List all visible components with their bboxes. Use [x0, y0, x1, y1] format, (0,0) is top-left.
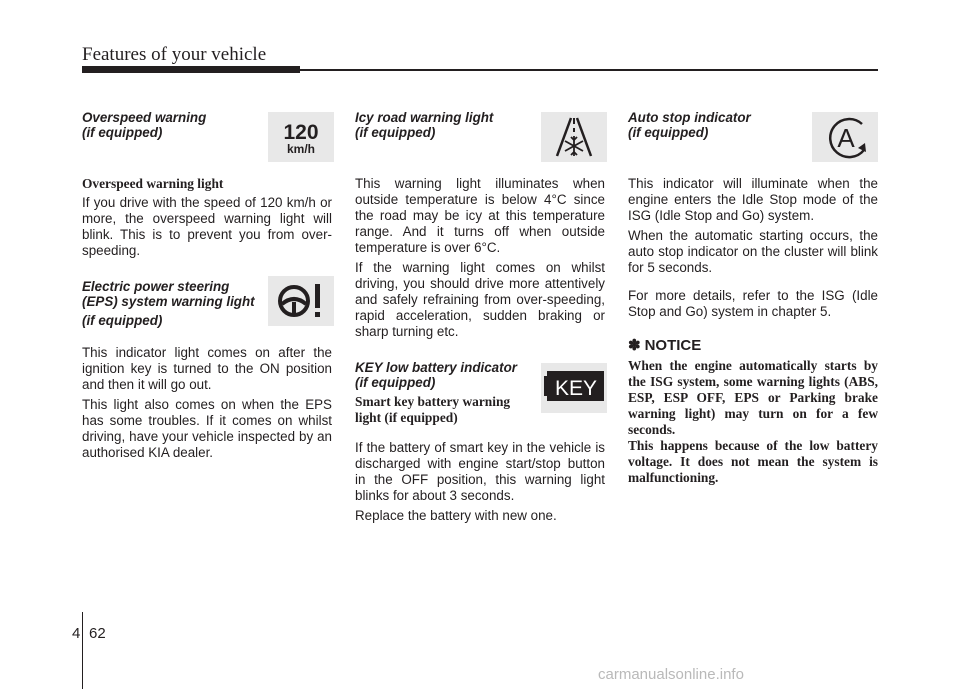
page-number: 62 — [89, 625, 106, 642]
notice-text-1: When the engine automatically starts by the ISG system, some warning lights (ABS, ESP, ESP OFF, EPS or Parking brake warning light) may turn on for a few seconds. — [628, 358, 878, 437]
section-title-line: (if equipped) — [355, 375, 436, 390]
eps-paragraph-2: This light also comes on when the EPS has some troubles. If it comes on whilst driving, have your vehicle inspected by an authorised KIA dealer. — [82, 397, 332, 460]
header-bar-thick — [82, 66, 300, 73]
key-subheading-line: Smart key battery warning — [355, 394, 511, 409]
section-title-line: (if equipped) — [355, 125, 436, 140]
autostop-section-head — [628, 110, 878, 176]
eps-section-head — [82, 279, 332, 345]
notice-mark-icon: ✽ — [628, 337, 641, 354]
overspeed-warning-icon — [268, 112, 334, 162]
overspeed-subheading: Overspeed warning light — [82, 176, 224, 191]
notice-text-2: This happens because of the low battery voltage. It does not mean the system is malfunctioning. — [628, 438, 878, 485]
section-title-line: (if equipped) — [628, 125, 709, 140]
auto-stop-letter: A — [837, 123, 855, 153]
section-title-line: (if equipped) — [82, 125, 163, 140]
notice-title: NOTICE — [644, 336, 702, 354]
autostop-paragraph-1: This indicator will illuminate when the engine enters the Idle Stop mode of the ISG (Idle Stop and Go) system. — [628, 176, 878, 223]
icy-paragraph-2: If the warning light comes on whilst driving, you should drive more attentively and safely refraining from over-speeding, rapid acceleration, sudden braking or sharp turning etc. — [355, 260, 605, 339]
icy-road-warning-icon — [541, 112, 607, 162]
icon-speed-text: 120 — [283, 121, 319, 144]
key-icon-text: KEY — [554, 377, 598, 400]
key-paragraph-2: Replace the battery with new one. — [355, 508, 557, 523]
section-title-line: Auto stop indicator — [628, 110, 751, 125]
notice-heading — [628, 336, 878, 354]
chapter-number: 4 — [72, 625, 81, 642]
watermark: carmanualsonline.info — [598, 666, 744, 683]
autostop-paragraph-2: When the automatic starting occurs, the auto stop indicator on the cluster will blink for 5 seconds. — [628, 228, 878, 275]
header-bar-thin — [300, 69, 878, 71]
footer-divider — [82, 612, 83, 689]
column-right — [628, 110, 878, 486]
key-section-head — [355, 360, 605, 400]
auto-stop-icon — [812, 112, 878, 162]
key-paragraph-1: If the battery of smart key in the vehicle is discharged with engine start/stop button in the OFF position, this warning light blinks for about 3 seconds. — [355, 440, 605, 503]
autostop-paragraph-3: For more details, refer to the ISG (Idle Stop and Go) system in chapter 5. — [628, 288, 878, 319]
overspeed-section-head — [82, 110, 332, 176]
column-middle — [355, 110, 605, 524]
eps-paragraph-1: This indicator light comes on after the ignition key is turned to the ON position and then it will go out. — [82, 345, 332, 392]
section-title-line: Electric power steering — [82, 279, 230, 294]
icy-paragraph-1: This warning light illuminates when outside temperature is below 4°C since the road may be icy at this temperature range. And it turns off when outside temperature is over 6°C. — [355, 176, 605, 255]
section-title-line: Overspeed warning — [82, 110, 207, 125]
column-left — [82, 110, 332, 461]
icon-unit-text: km/h — [286, 142, 316, 156]
overspeed-paragraph: If you drive with the speed of 120 km/h or more, the overspeed warning light will blink. This is to prevent you from over-speeding. — [82, 195, 332, 258]
section-title-line: KEY low battery indicator — [355, 360, 517, 375]
steering-wheel-warning-icon — [268, 276, 334, 326]
section-title-line: (if equipped) — [82, 313, 163, 328]
key-battery-icon — [541, 363, 607, 413]
section-title-line: Icy road warning light — [355, 110, 494, 125]
section-title-line: (EPS) system warning light — [82, 294, 255, 309]
page-header-title: Features of your vehicle — [82, 44, 267, 65]
key-subheading-line: light (if equipped) — [355, 410, 458, 425]
icy-section-head — [355, 110, 605, 176]
